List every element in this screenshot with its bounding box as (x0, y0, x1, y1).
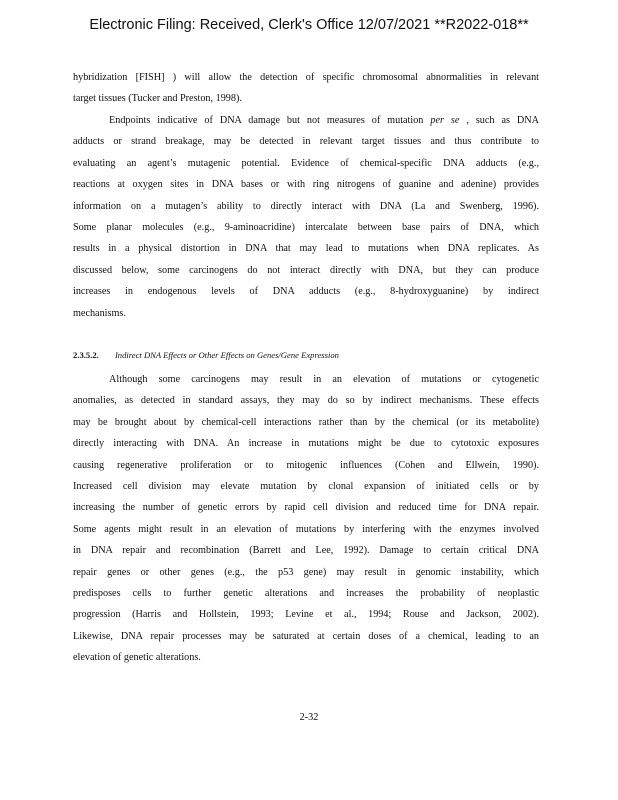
section-number: 2.3.5.2. (73, 350, 99, 360)
text-line: in DNA repair and recombination (Barrett and Lee, 1992). Damage to certain critical DNA (73, 545, 539, 557)
italic-per-se: per se (430, 115, 460, 126)
text-line: target tissues (Tucker and Preston, 1998). (73, 93, 242, 105)
text-line: evaluating an agent’s mutagenic potential. Evidence of chemical-specific DNA adducts (e.g., (73, 157, 539, 169)
filing-stamp-header: Electronic Filing: Received, Clerk's Office 12/07/2021 **R2022-018** (89, 17, 529, 33)
text-line: hybridization [FISH] ) will allow the detection of specific chromosomal abnormalities in relevant (73, 72, 539, 83)
text-line: directly interacting with DNA. An increase in mutations might be due to cytotoxic exposures (73, 438, 539, 450)
section-heading (73, 350, 539, 360)
text-line: anomalies, as detected in standard assays, they may do so by indirect mechanisms. These effects (73, 395, 539, 407)
text-line: repair genes or other genes (e.g., the p53 gene) may result in genomic instability, which (73, 566, 539, 578)
text-line: Although some carcinogens may result in an elevation of mutations or cytogenetic (109, 374, 539, 385)
paragraph-dna-damage-endpoints (73, 110, 539, 324)
page-number: 2-32 (299, 712, 319, 723)
text-line: discussed below, some carcinogens do not interact directly with DNA, but they can produce (73, 264, 539, 276)
text-line: Increased cell division may elevate mutation by clonal expansion of initiated cells or by (73, 480, 539, 492)
section-title: Indirect DNA Effects or Other Effects on Genes/Gene Expression (114, 350, 339, 360)
text-line: reactions at oxygen sites in DNA bases or with ring nitrogens of guanine and adenine) provides (73, 179, 539, 191)
text-line: may be brought about by chemical-cell interactions rather than by the chemical (or its metabolite) (73, 416, 539, 428)
text-line: predisposes cells to further genetic alterations and increases the probability of neoplastic (73, 587, 539, 599)
paragraph-continuation (73, 67, 539, 110)
text-line: Some planar molecules (e.g., 9-aminoacridine) intercalate between base pairs of DNA, which (73, 221, 539, 233)
text-line: causing regenerative proliferation or to mitogenic influences (Cohen and Ellwein, 1990). (73, 459, 539, 471)
text-line: increasing the number of genetic errors by rapid cell division and reduced time for DNA repair. (73, 502, 539, 514)
text-line: Likewise, DNA repair processes may be saturated at certain doses of a chemical, leading to an (73, 630, 539, 642)
text-line: Some agents might result in an elevation of mutations by interfering with the enzymes involved (73, 523, 539, 535)
text-line: information on a mutagen’s ability to directly interact with DNA (La and Swenberg, 1996). (73, 200, 539, 212)
text-line: progression (Harris and Hollstein, 1993; Levine et al., 1994; Rouse and Jackson, 2002). (73, 609, 539, 621)
text-line: mechanisms. (73, 307, 126, 319)
text-line: increases in endogenous levels of DNA adducts (e.g., 8-hydroxyguanine) by indirect (73, 286, 539, 298)
text-line: results in a physical distortion in DNA that may lead to mutations when DNA replicates. As (73, 243, 539, 255)
text-line: elevation of genetic alterations. (73, 652, 201, 664)
paragraph-indirect-mechanisms (73, 369, 539, 668)
text-line: Endpoints indicative of DNA damage but not measures of mutation per se , such as DNA (109, 115, 539, 126)
text-line: adducts or strand breakage, may be detected in relevant target tissues and thus contribute to (73, 136, 539, 148)
